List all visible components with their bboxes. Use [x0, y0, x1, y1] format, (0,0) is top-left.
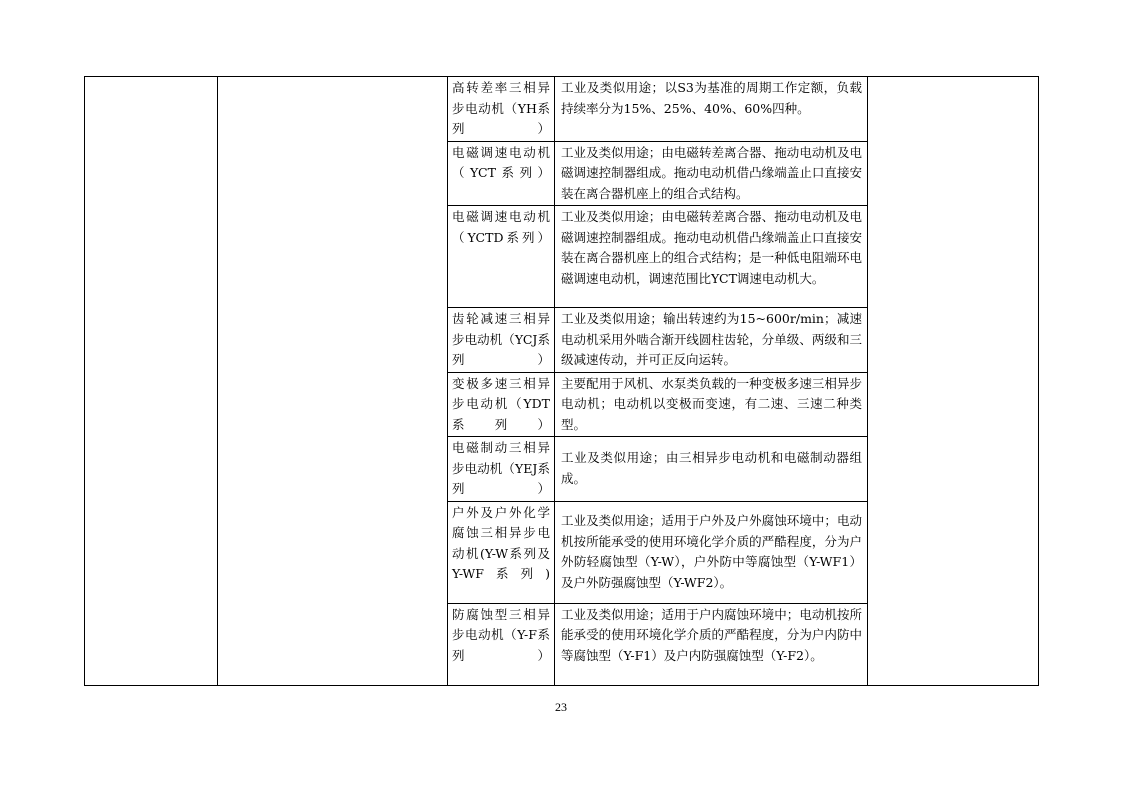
motor-description-cell: 工业及类似用途；由三相异步电动机和电磁制动器组成。 — [555, 437, 868, 502]
motor-name-cell: 高转差率三相异步电动机（YH系列） — [448, 77, 555, 142]
motor-name-cell: 电磁调速电动机（YCT系列） — [448, 141, 555, 206]
motor-name-cell: 防腐蚀型三相异步电动机（Y-F系列） — [448, 603, 555, 685]
motor-description-cell: 工业及类似用途；输出转速约为15~600r/min；减速电动机采用外啮合渐开线圆柱齿轮，分单级、两级和三级减速传动，并可正反向运转。 — [555, 308, 868, 373]
motor-description-cell: 工业及类似用途；适用于户外及户外腐蚀环境中；电动机按所能承受的使用环境化学介质的严酷程度，分为户外防轻腐蚀型（Y-W），户外防中等腐蚀型（Y-WF1）及户外防强腐蚀型（Y-WF2）。 — [555, 501, 868, 603]
motor-name-cell: 户外及户外化学腐蚀三相异步电动机(Y-W系列及Y-WF系列) — [448, 501, 555, 603]
page-number: 23 — [555, 700, 567, 714]
remarks-cell — [868, 77, 1039, 686]
subcategory-cell — [218, 77, 448, 686]
motor-description-cell: 主要配用于风机、水泵类负载的一种变极多速三相异步电动机；电动机以变极而变速，有二速、三速二种类型。 — [555, 372, 868, 437]
motor-name-cell: 电磁制动三相异步电动机（YEJ系列） — [448, 437, 555, 502]
category-cell — [85, 77, 218, 686]
motor-description-cell: 工业及类似用途；由电磁转差离合器、拖动电动机及电磁调速控制器组成。拖动电动机借凸缘端盖止口直接安装在离合器机座上的组合式结构。 — [555, 141, 868, 206]
motor-name-cell: 变极多速三相异步电动机（YDT系列） — [448, 372, 555, 437]
motor-description-cell: 工业及类似用途；由电磁转差离合器、拖动电动机及电磁调速控制器组成。拖动电动机借凸缘端盖止口直接安装在离合器机座上的组合式结构；是一种低电阻端环电磁调速电动机，调速范围比YCT调速电动机大。 — [555, 206, 868, 308]
motor-spec-table — [84, 76, 1039, 686]
motor-description-cell: 工业及类似用途；适用于户内腐蚀环境中；电动机按所能承受的使用环境化学介质的严酷程度，分为户内防中等腐蚀型（Y-F1）及户内防强腐蚀型（Y-F2）。 — [555, 603, 868, 685]
table-row — [85, 77, 1039, 142]
motor-description-cell: 工业及类似用途；以S3为基准的周期工作定额，负载持续率分为15%、25%、40%、60%四种。 — [555, 77, 868, 142]
motor-name-cell: 齿轮减速三相异步电动机（YCJ系列） — [448, 308, 555, 373]
motor-name-cell: 电磁调速电动机（YCTD系列） — [448, 206, 555, 308]
